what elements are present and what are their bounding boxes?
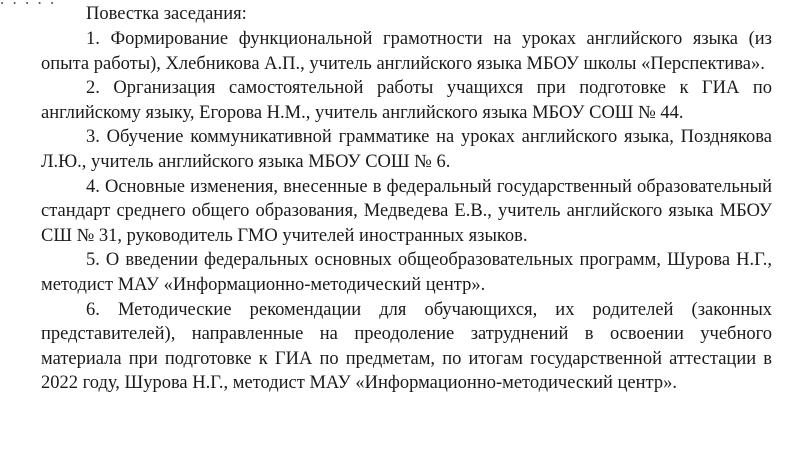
document-body bbox=[41, 2, 772, 396]
agenda-item-4: 4. Основные изменения, внесенные в федеральный государственный образовательный стандарт среднего общего образования, Медведева Е.В., учитель английского языка МБОУ СШ № 31, руководитель ГМО учителей иностранных языков. bbox=[41, 176, 772, 246]
agenda-item-2: 2. Организация самостоятельной работы учащихся при подготовке к ГИА по английскому языку, Егорова Н.М., учитель английского языка МБОУ СОШ № 44. bbox=[41, 78, 772, 123]
agenda-item-6: 6. Методические рекомендации для обучающихся, их родителей (законных представителей), направленные на преодоление затруднений в освоении учебного материала при подготовке к ГИА по предметам, по итогам государственной аттестации в 2022 году, Шурова Н.Г., методист МАУ «Информационно-методический центр». bbox=[41, 299, 772, 394]
agenda-item-3: 3. Обучение коммуникативной грамматике на уроках английского языка, Позднякова Л.Ю., учитель английского языка МБОУ СОШ № 6. bbox=[41, 127, 772, 172]
agenda-item-5: 5. О введении федеральных основных общеобразовательных программ, Шурова Н.Г., методист МАУ «Информационно-методический центр». bbox=[41, 250, 772, 295]
agenda-item-1: 1. Формирование функциональной грамотности на уроках английского языка (из опыта работы), Хлебникова А.П., учитель английского языка МБОУ школы «Перспектива». bbox=[41, 29, 772, 74]
agenda-heading: Повестка заседания: bbox=[86, 4, 247, 24]
agenda-list bbox=[41, 27, 772, 396]
